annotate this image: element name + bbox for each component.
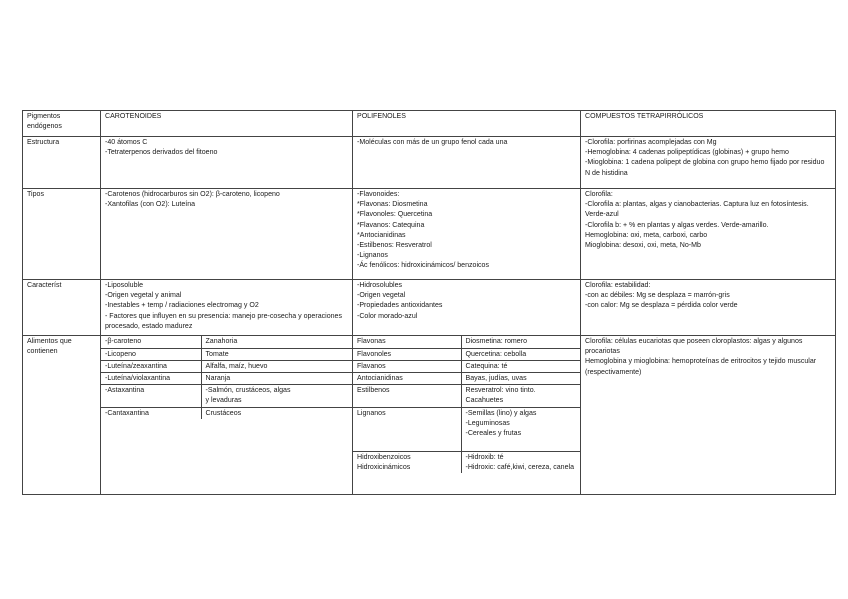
- header-carotenoides-label: CAROTENOIDES: [105, 113, 162, 120]
- food-pigment-label: Hidroxibenzoicos: [357, 453, 411, 461]
- food-source-cell: [461, 372, 580, 384]
- cell-line: -Clorofila: porfirinas acomplejadas con Mg: [585, 139, 717, 146]
- row-label-cell: [23, 189, 101, 280]
- alimentos-carotenoides-cell: [101, 336, 353, 495]
- food-row: [101, 407, 352, 419]
- food-pigment-label: Flavonoles: [357, 350, 392, 358]
- food-row: [353, 348, 580, 360]
- food-row: [353, 407, 580, 451]
- food-pigment-label: Hidroxicinámicos: [357, 463, 411, 471]
- food-source-label: Diosmetina: romero: [465, 338, 527, 345]
- food-pigment-cell: [353, 360, 461, 372]
- pigments-table: [22, 110, 836, 495]
- row-label-cell: [23, 280, 101, 336]
- food-source-label: Alfalfa, maíz, huevo: [205, 362, 268, 370]
- cell-line: Clorofila: estabilidad:: [585, 282, 651, 289]
- estructura-carotenoides-cell: [101, 137, 353, 189]
- food-source-label: Zanahoria: [205, 338, 238, 345]
- food-source-label: Catequina: té: [465, 362, 508, 370]
- food-pigment-label: -Luteína/zeaxantina: [105, 362, 167, 370]
- food-row: [101, 360, 352, 372]
- cell-line: -Origen vegetal: [357, 292, 406, 300]
- food-pigment-label: -Luteína/violaxantina: [105, 374, 171, 382]
- food-pigment-label: -Cantaxantina: [105, 409, 149, 417]
- row-label: Tipos: [27, 191, 44, 198]
- food-source-label: Resveratrol: vino tinto.: [465, 387, 536, 395]
- header-row: [23, 111, 836, 137]
- food-source-cell: [461, 360, 580, 372]
- food-row: [353, 451, 580, 473]
- cell-line: -Flavonoides:: [357, 191, 400, 198]
- food-pigment-label: -β-caroteno: [105, 338, 142, 345]
- cell-line: -Clorofila a: plantas, algas y cianobacterias. Captura luz en fotosíntesis. Verde-azul: [585, 201, 809, 219]
- cell-line: -Carotenos (hidrocarburos sin O2): β-caroteno, licopeno: [105, 191, 280, 198]
- food-source-label: Quercetina: cebolla: [465, 350, 527, 358]
- cell-line: -Ác fenólicos: hidroxicinámicos/ benzoicos: [357, 262, 489, 270]
- food-source-label: -Hidroxic: café,kiwi, cereza, canela: [465, 463, 574, 471]
- tipos-polifenoles-cell: [353, 189, 581, 280]
- food-row: [101, 372, 352, 384]
- header-polifenoles-cell: [353, 111, 581, 137]
- food-source-cell: [461, 407, 580, 451]
- row-label: Alimentos que contienen: [27, 338, 72, 356]
- food-source-cell: [201, 372, 352, 384]
- cell-line: -Moléculas con más de un grupo fenol cada una: [357, 139, 508, 146]
- header-tetrapirrolicos-cell: [581, 111, 836, 137]
- header-tetrapirrolicos-label: COMPUESTOS TETRAPIRRÓLICOS: [585, 113, 704, 120]
- cell-line: -con calor: Mg se desplaza = pérdida color verde: [585, 302, 738, 310]
- cell-line: - Factores que influyen en su presencia: manejo pre-cosecha y operaciones procesado, estado madurez: [105, 312, 342, 330]
- row-label-cell: [23, 336, 101, 495]
- caracterist-tetrapirrolicos-cell: [581, 280, 836, 336]
- food-pigment-cell: [353, 348, 461, 360]
- alimentos-polifenoles-cell: [353, 336, 581, 495]
- estructura-tetrapirrolicos-cell: [581, 137, 836, 189]
- header-polifenoles-label: POLIFENOLES: [357, 113, 406, 120]
- cell-line: Mioglobina: desoxi, oxi, meta, No-Mb: [585, 242, 701, 250]
- cell-line: *Flavanos: Catequina: [357, 221, 425, 229]
- cell-line: -con ac débiles: Mg se desplaza = marrón-gris: [585, 292, 730, 300]
- food-source-label: -Salmón, crustáceos, algas: [205, 387, 291, 395]
- food-pigment-label: Flavonas: [357, 338, 386, 345]
- cell-line: -Hidrosolubles: [357, 282, 403, 289]
- cell-line: Clorofila: células eucariotas que poseen cloroplastos: algas y algunos procariotas: [585, 338, 803, 356]
- cell-line: -Tetraterpenos derivados del fitoeno: [105, 149, 218, 157]
- header-corner-label: Pigmentos endógenos: [27, 113, 62, 131]
- food-source-cell: [461, 348, 580, 360]
- food-source-label: -Cereales y frutas: [465, 429, 522, 437]
- row-estructura: [23, 137, 836, 189]
- cell-line: -Propiedades antioxidantes: [357, 302, 443, 310]
- cell-line: *Antocianidinas: [357, 231, 406, 239]
- food-source-label: -Semillas (lino) y algas: [465, 409, 537, 417]
- food-source-label: Bayas, judías, uvas: [465, 374, 527, 382]
- caracterist-polifenoles-cell: [353, 280, 581, 336]
- food-pigment-label: -Licopeno: [105, 350, 136, 358]
- header-corner-cell: [23, 111, 101, 137]
- food-source-cell: [201, 360, 352, 372]
- cell-line: -40 átomos C: [105, 139, 148, 146]
- food-source-cell: [201, 407, 352, 419]
- food-row: [101, 385, 352, 407]
- food-pigment-cell: [101, 372, 201, 384]
- food-source-cell: [461, 451, 580, 473]
- food-source-cell: [461, 336, 580, 348]
- row-label: Característ: [27, 282, 62, 289]
- cell-line: Hemoglobina: oxi, meta, carboxi, carbo: [585, 231, 708, 239]
- row-alimentos: [23, 336, 836, 495]
- food-row: [101, 348, 352, 360]
- estructura-polifenoles-cell: [353, 137, 581, 189]
- tipos-carotenoides-cell: [101, 189, 353, 280]
- cell-line: -Xantofilas (con O2): Luteína: [105, 201, 196, 209]
- cell-line: *Flavonoles: Quercetina: [357, 211, 433, 219]
- row-caracterist: [23, 280, 836, 336]
- carotenoides-foods-subtable: [101, 336, 352, 419]
- cell-line: -Estilbenos: Resveratrol: [357, 242, 432, 250]
- cell-line: -Color morado-azul: [357, 312, 418, 320]
- food-pigment-cell: [353, 385, 461, 407]
- food-pigment-cell: [101, 407, 201, 419]
- header-carotenoides-cell: [101, 111, 353, 137]
- cell-line: Clorofila:: [585, 191, 613, 198]
- cell-line: *Flavonas: Diosmetina: [357, 201, 428, 209]
- food-row: [101, 336, 352, 348]
- food-pigment-cell: [101, 348, 201, 360]
- food-pigment-label: Antocianidinas: [357, 374, 403, 382]
- row-label-cell: [23, 137, 101, 189]
- cell-line: Hemoglobina y mioglobina: hemoproteínas de eritrocitos y tejido muscular (respectivamente): [585, 358, 817, 376]
- caracterist-carotenoides-cell: [101, 280, 353, 336]
- food-pigment-cell: [353, 336, 461, 348]
- food-source-label: -Leguminosas: [465, 419, 510, 427]
- cell-line: -Mioglobina: 1 cadena polipept de globina con grupo hemo fijado por residuo N de histidina: [585, 159, 825, 177]
- food-source-label: Naranja: [205, 374, 231, 382]
- food-source-label: Cacahuetes: [465, 397, 504, 405]
- food-source-cell: [201, 385, 352, 407]
- food-source-label: Crustáceos: [205, 409, 242, 417]
- food-pigment-cell: [353, 407, 461, 451]
- food-row: [353, 360, 580, 372]
- food-pigment-label: -Astaxantina: [105, 387, 145, 395]
- food-pigment-cell: [101, 336, 201, 348]
- cell-line: -Inestables + temp / radiaciones electromag y O2: [105, 302, 259, 310]
- polifenoles-foods-subtable: [353, 336, 580, 473]
- food-pigment-label: Lignanos: [357, 409, 386, 417]
- cell-line: -Origen vegetal y animal: [105, 292, 182, 300]
- row-label: Estructura: [27, 139, 60, 146]
- cell-line: -Lignanos: [357, 252, 388, 260]
- cell-line: -Liposoluble: [105, 282, 144, 289]
- alimentos-tetrapirrolicos-cell: [581, 336, 836, 495]
- food-source-label: -Hidroxib: té: [465, 453, 504, 461]
- food-pigment-label: Flavanos: [357, 362, 386, 370]
- food-pigment-cell: [353, 451, 461, 473]
- tipos-tetrapirrolicos-cell: [581, 189, 836, 280]
- row-tipos: [23, 189, 836, 280]
- food-row: [353, 372, 580, 384]
- food-pigment-cell: [101, 360, 201, 372]
- food-source-cell: [461, 385, 580, 407]
- cell-line: -Hemoglobina: 4 cadenas polipeptídicas (globinas) + grupo hemo: [585, 149, 789, 157]
- food-pigment-label: Estilbenos: [357, 387, 390, 395]
- food-pigment-cell: [353, 372, 461, 384]
- food-row: [353, 385, 580, 407]
- food-source-cell: [201, 336, 352, 348]
- food-row: [353, 336, 580, 348]
- food-source-label: Tomate: [205, 350, 229, 358]
- cell-line: -Clorofila b: + % en plantas y algas verdes. Verde-amarillo.: [585, 221, 769, 229]
- food-source-label: y levaduras: [205, 397, 242, 405]
- food-pigment-cell: [101, 385, 201, 407]
- food-source-cell: [201, 348, 352, 360]
